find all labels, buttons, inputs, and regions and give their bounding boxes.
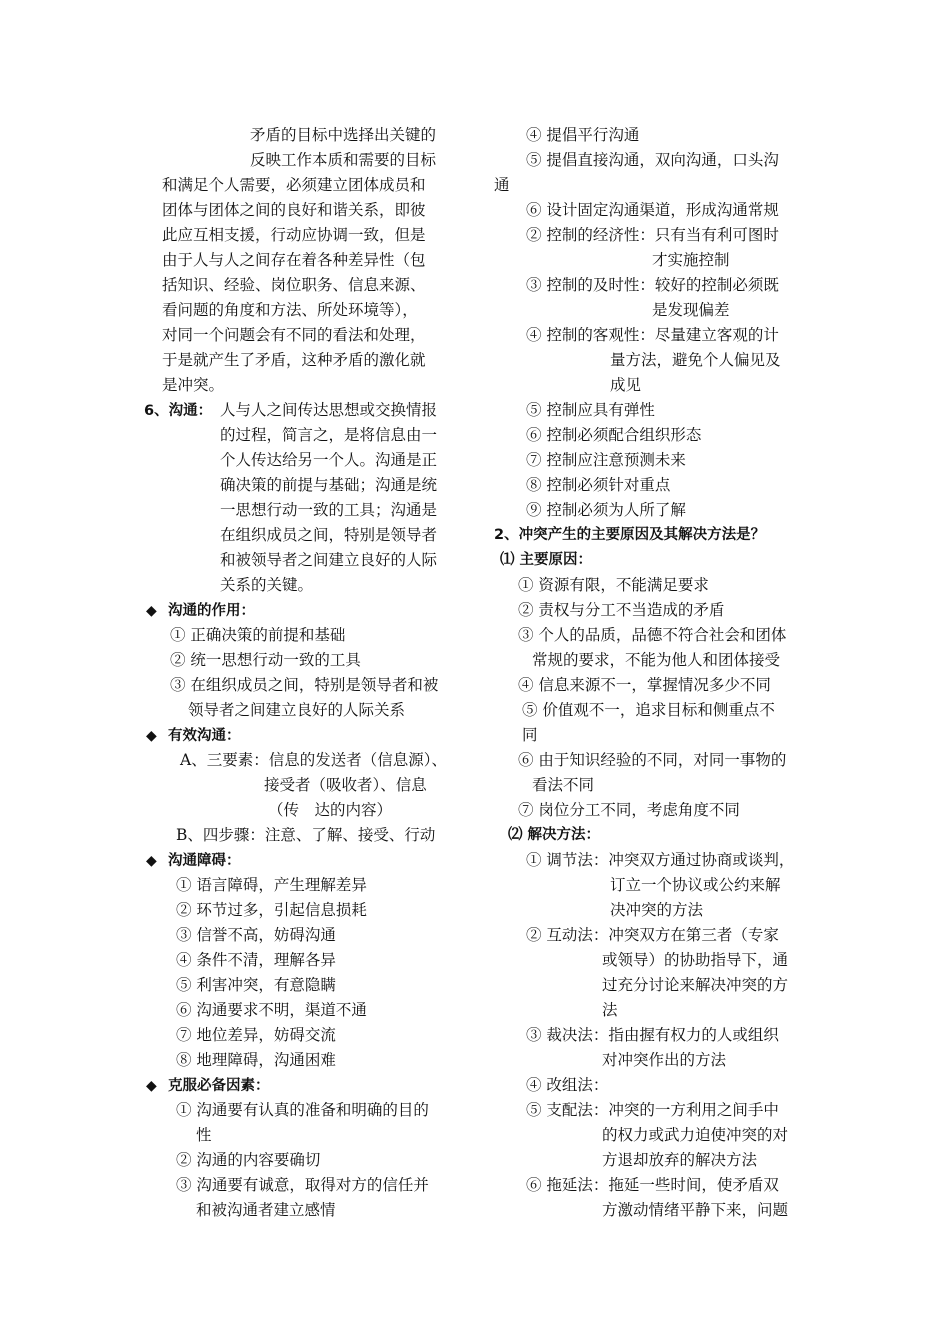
list-item: ⑨ 控制必须为人所了解 — [526, 501, 686, 519]
text-line: 接受者（吸收者）、信息 — [264, 776, 427, 794]
list-item: ② 互动法：冲突双方在第三者（专家 — [526, 926, 779, 944]
heading-text: 沟通障碍： — [168, 853, 241, 869]
text-line: A、三要素：信息的发送者（信息源）、 — [180, 751, 447, 769]
effective-heading — [138, 723, 478, 748]
list-item-cont: 法 — [602, 1001, 618, 1019]
list-item: ⑥ 控制必须配合组织形态 — [526, 426, 702, 444]
list-item: ② 统一思想行动一致的工具 — [170, 651, 361, 669]
text-line: 矛盾的目标中选择出关键的 — [250, 126, 437, 144]
list-item: ① 调节法：冲突双方通过协商或谈判， — [526, 851, 795, 869]
text-line: 括知识、经验、岗位职务、信息来源、 — [162, 276, 426, 294]
list-item: ② 责权与分工不当造成的矛盾 — [518, 601, 725, 619]
causes-heading: ⑴ 主要原因： — [500, 552, 593, 568]
list-item-cont: 和被沟通者建立感情 — [196, 1201, 336, 1219]
list-item-cont: 看法不同 — [532, 776, 595, 794]
text-line: 关系的关键。 — [220, 576, 314, 594]
heading-text: 克服必备因素： — [168, 1078, 270, 1094]
list-item: ② 沟通的内容要确切 — [176, 1151, 321, 1169]
list-item: ⑤ 支配法：冲突的一方利用之间手中 — [526, 1101, 779, 1119]
diamond-bullet-icon: ◆ — [146, 853, 157, 869]
diamond-bullet-icon: ◆ — [146, 728, 157, 744]
communication-definition-first — [138, 398, 478, 423]
question-2-heading: 2、冲突产生的主要原因及其解决方法是？ — [494, 527, 766, 543]
list-item: ③ 在组织成员之间，特别是领导者和被 — [170, 676, 439, 694]
list-item-cont: 决冲突的方法 — [610, 901, 704, 919]
text-line: 和被领导者之间建立良好的人际 — [220, 551, 438, 569]
list-item: ⑥ 沟通要求不明，渠道不通 — [176, 1001, 367, 1019]
list-item-cont: 领导者之间建立良好的人际关系 — [188, 701, 406, 719]
list-item: ③ 个人的品质，品德不符合社会和团体 — [518, 626, 787, 644]
text-line: 人与人之间传达思想或交换情报 — [220, 401, 438, 419]
barriers-heading — [138, 848, 478, 873]
overcome-heading — [138, 1073, 478, 1098]
list-item: ⑤ 提倡直接沟通，双向沟通，口头沟 — [526, 151, 779, 169]
list-item: ④ 信息来源不一，掌握情况多少不同 — [518, 676, 771, 694]
list-item: ⑤ 价值观不一，追求目标和侧重点不 — [522, 701, 775, 719]
list-item: ⑦ 控制应注意预测未来 — [526, 451, 686, 469]
list-item: ⑥ 设计固定沟通渠道，形成沟通常规 — [526, 201, 779, 219]
list-item-cont: 才实施控制 — [652, 251, 730, 269]
list-item: ① 资源有限，不能满足要求 — [518, 576, 709, 594]
text-line: 确决策的前提与基础；沟通是统 — [220, 476, 438, 494]
text-line: （传 达的内容） — [268, 801, 393, 819]
text-line: 由于人与人之间存在着各种差异性（包 — [162, 251, 426, 269]
list-item-cont: 或领导）的协助指导下，通 — [602, 951, 789, 969]
list-item: ① 沟通要有认真的准备和明确的目的 — [176, 1101, 429, 1119]
list-item: ⑦ 地位差异，妨碍交流 — [176, 1026, 336, 1044]
list-item-cont: 成见 — [610, 376, 642, 394]
list-item: ⑧ 地理障碍，沟通困难 — [176, 1051, 336, 1069]
list-item-cont: 同 — [522, 726, 538, 744]
list-item-cont: 过充分讨论来解决冲突的方 — [602, 976, 789, 994]
list-item: ② 环节过多，引起信息损耗 — [176, 901, 367, 919]
list-item-cont: 方激动情绪平静下来，问题 — [602, 1201, 789, 1219]
list-item: ④ 控制的客观性：尽量建立客观的计 — [526, 326, 779, 344]
heading-text: 沟通的作用： — [168, 603, 255, 619]
diamond-bullet-icon: ◆ — [146, 1078, 157, 1094]
list-item: ③ 沟通要有诚意，取得对方的信任并 — [176, 1176, 429, 1194]
heading-text: 有效沟通： — [168, 728, 241, 744]
list-item-cont: 是发现偏差 — [652, 301, 730, 319]
list-item-cont: 性 — [196, 1126, 212, 1144]
text-line: 团体与团体之间的良好和谐关系，即彼 — [162, 201, 426, 219]
list-item: ⑤ 控制应具有弹性 — [526, 401, 655, 419]
list-item: ⑥ 由于知识经验的不同，对同一事物的 — [518, 751, 787, 769]
list-item: ① 正确决策的前提和基础 — [170, 626, 346, 644]
list-item: ② 控制的经济性：只有当有利可图时 — [526, 226, 779, 244]
solutions-heading: ⑵ 解决方法： — [508, 827, 601, 843]
list-item: ① 语言障碍，产生理解差异 — [176, 876, 367, 894]
list-item: ⑧ 控制必须针对重点 — [526, 476, 671, 494]
section-number-6: 6、沟通： — [144, 403, 213, 419]
text-line: 看问题的角度和方法、所处环境等）， — [162, 301, 418, 319]
list-item: ③ 裁决法：指由握有权力的人或组织 — [526, 1026, 779, 1044]
role-heading — [138, 598, 478, 623]
list-item: ④ 条件不清，理解各异 — [176, 951, 336, 969]
text-line: 此应互相支援，行动应协调一致，但是 — [162, 226, 426, 244]
text-line: 在组织成员之间，特别是领导者 — [220, 526, 438, 544]
left-column — [138, 123, 478, 1223]
diamond-bullet-icon: ◆ — [146, 603, 157, 619]
text-line: 是冲突。 — [162, 376, 225, 394]
list-item-cont: 方退却放弃的解决方法 — [602, 1151, 758, 1169]
list-item: ⑥ 拖延法：拖延一些时间，使矛盾双 — [526, 1176, 779, 1194]
text-line: 个人传达给另一个人。沟通是正 — [220, 451, 438, 469]
text-line: 于是就产生了矛盾，这种矛盾的激化就 — [162, 351, 426, 369]
list-item: ④ 提倡平行沟通 — [526, 126, 640, 144]
list-item: ③ 信誉不高，妨碍沟通 — [176, 926, 336, 944]
list-item-cont: 对冲突作出的方法 — [602, 1051, 727, 1069]
text-line: 和满足个人需要，必须建立团体成员和 — [162, 176, 426, 194]
list-item: ⑦ 岗位分工不同，考虑角度不同 — [518, 801, 740, 819]
right-column — [492, 123, 822, 1223]
list-item: ④ 改组法： — [526, 1076, 609, 1094]
text-line: 的过程，简言之，是将信息由一 — [220, 426, 438, 444]
list-item-cont: 通 — [494, 176, 510, 194]
list-item: ③ 控制的及时性：较好的控制必须既 — [526, 276, 779, 294]
text-line: 对同一个问题会有不同的看法和处理， — [162, 326, 426, 344]
text-line: 一思想行动一致的工具；沟通是 — [220, 501, 438, 519]
list-item: ⑤ 利害冲突，有意隐瞒 — [176, 976, 336, 994]
list-item-cont: 的权力或武力迫使冲突的对 — [602, 1126, 789, 1144]
text-line: B、四步骤：注意、了解、接受、行动 — [176, 826, 436, 844]
list-item-cont: 量方法，避免个人偏见及 — [610, 351, 781, 369]
text-line: 反映工作本质和需要的目标 — [250, 151, 437, 169]
list-item-cont: 常规的要求，不能为他人和团体接受 — [532, 651, 781, 669]
list-item-cont: 订立一个协议或公约来解 — [610, 876, 781, 894]
